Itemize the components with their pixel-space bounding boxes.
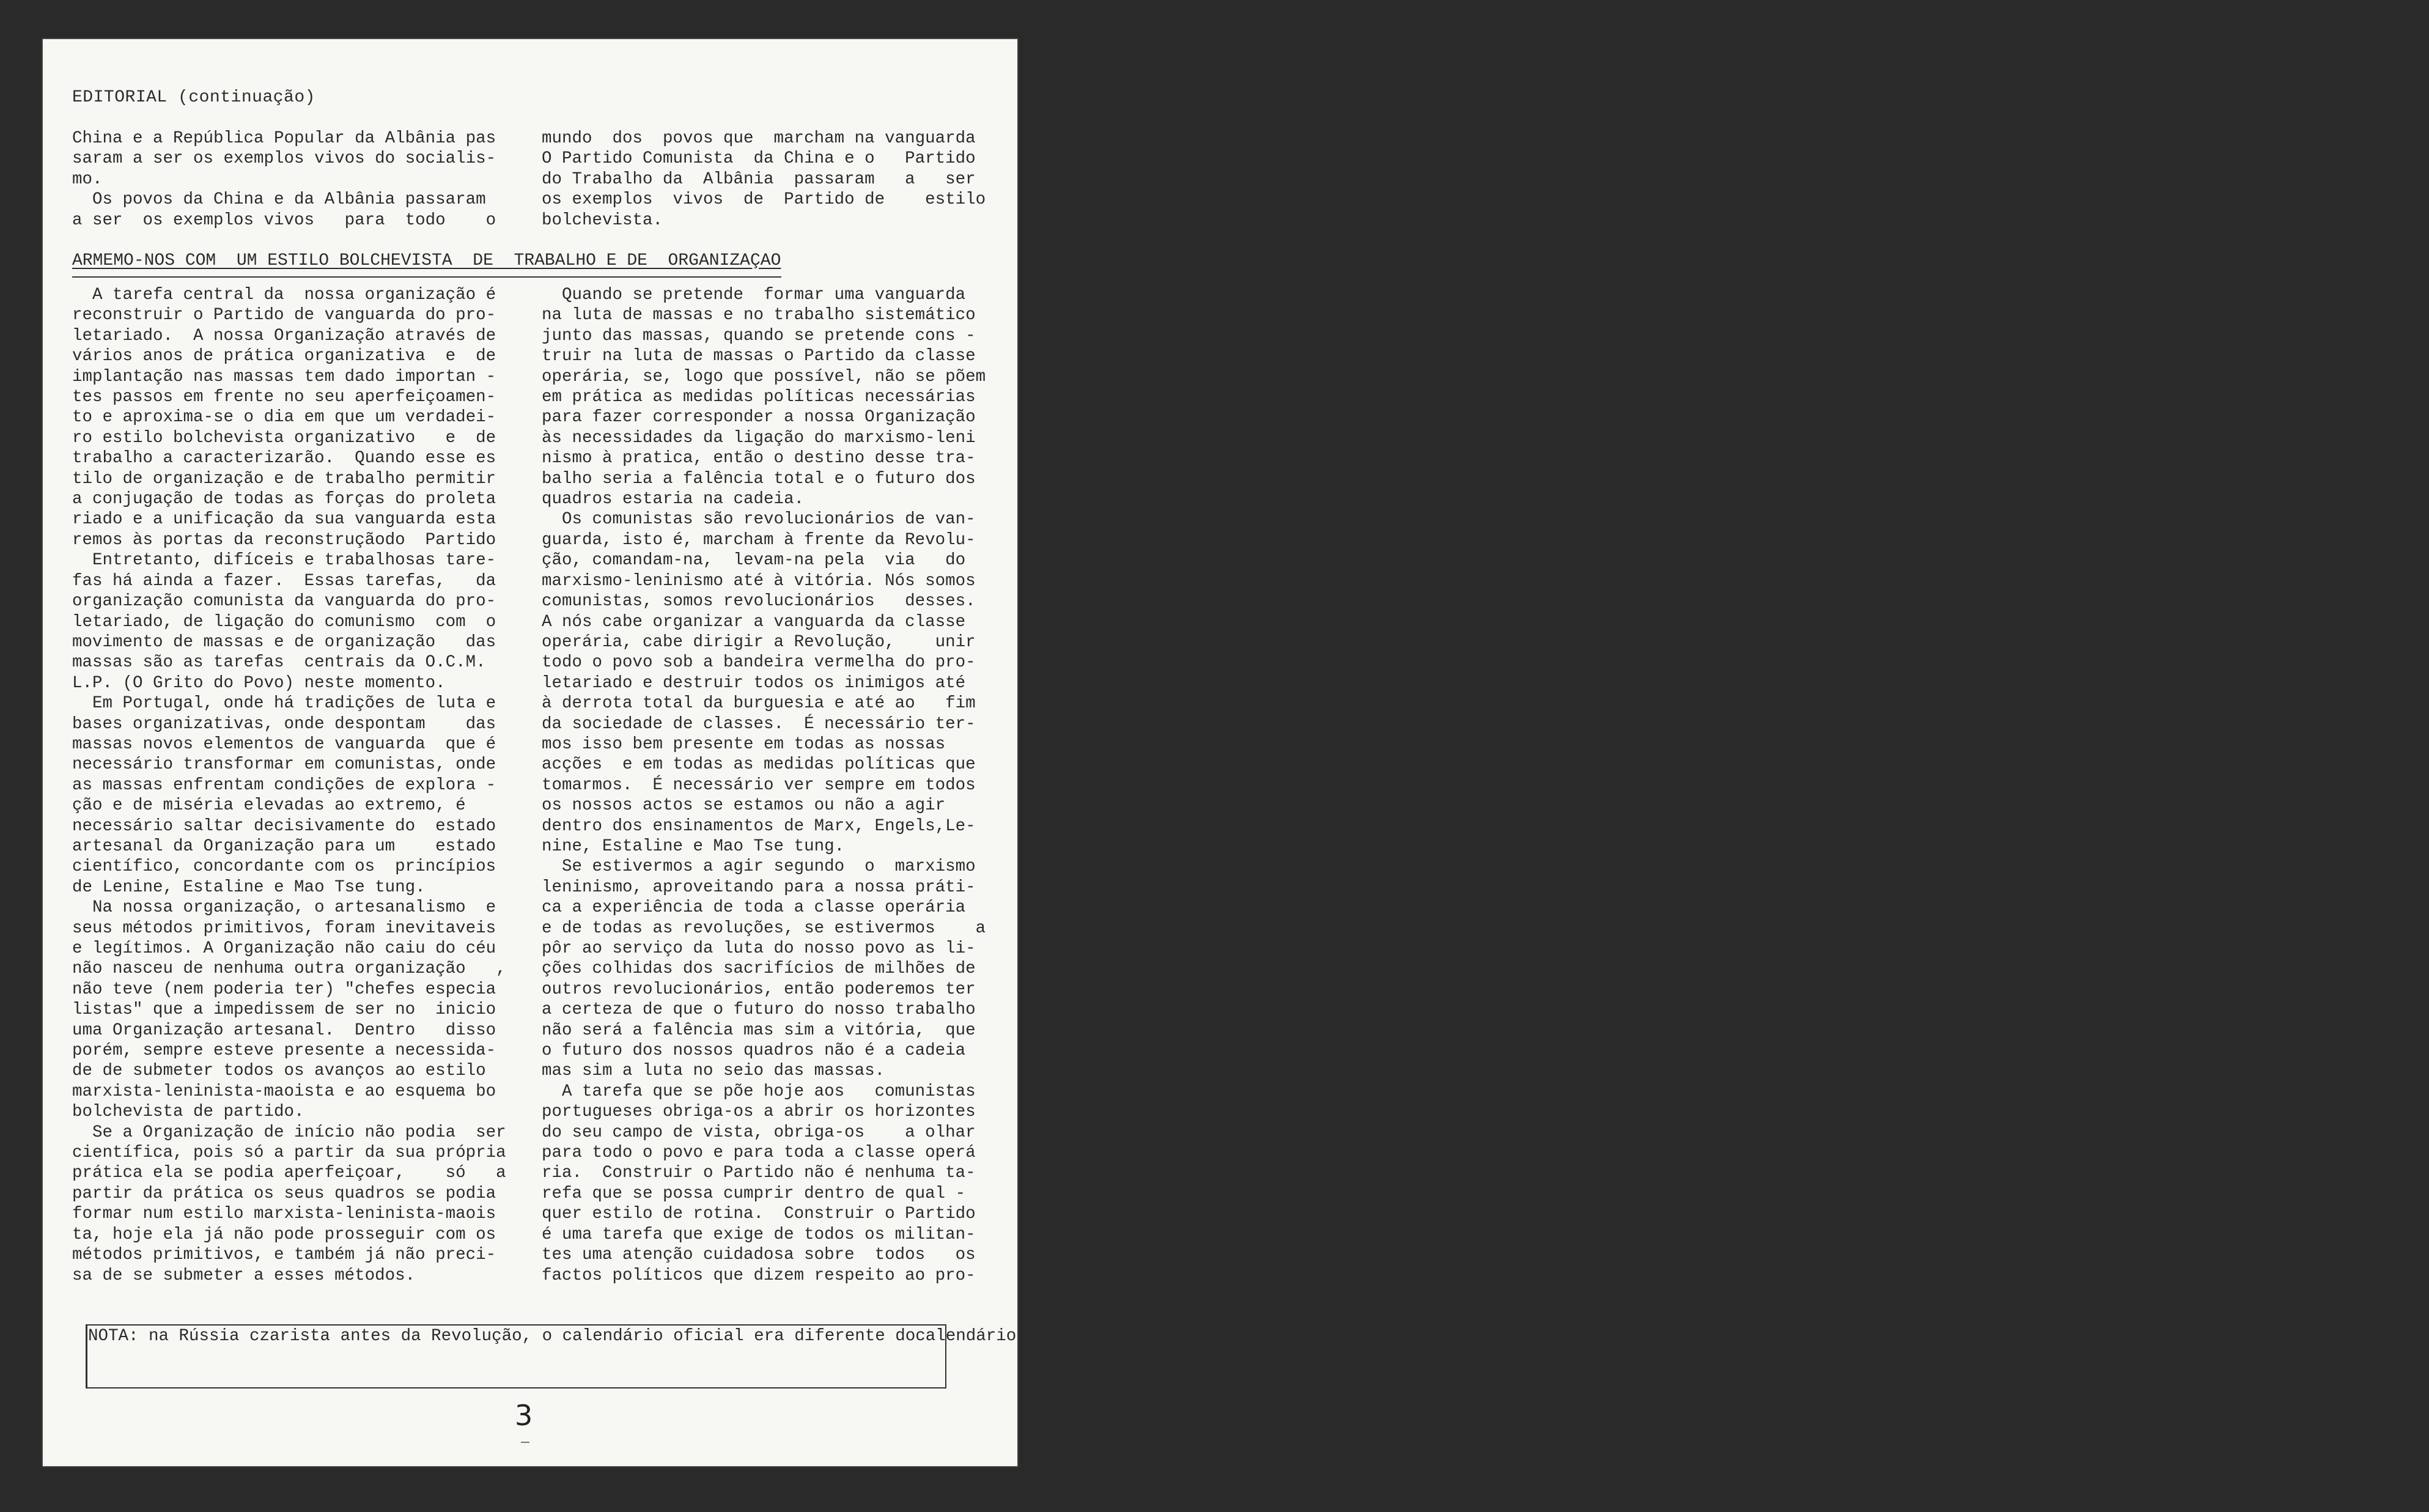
text-line: não teve (nem poderia ter) "chefes especia: [72, 979, 496, 999]
text-line: letariado e destruir todos os inimigos até: [542, 673, 966, 693]
text-line: O Partido Comunista da China e o Partido: [542, 149, 976, 169]
text-line: truir na luta de massas o Partido da classe: [542, 347, 976, 366]
text-line: não nasceu de nenhuma outra organização ,: [72, 959, 506, 979]
text-line: riado e a unificação da sua vanguarda esta: [72, 510, 496, 529]
text-line: e legítimos. A Organização não caiu do céu: [72, 939, 496, 958]
text-line: Em Portugal, onde há tradições de luta e: [72, 694, 496, 714]
text-line: nine, Estaline e Mao Tse tung.: [542, 836, 845, 856]
text-line: ca a experiência de toda a classe operária: [542, 898, 966, 918]
text-line: porém, sempre esteve presente a necessida-: [72, 1041, 496, 1061]
text-line: junto das massas, quando se pretende cons -: [542, 326, 976, 345]
text-line: não será a falência mas sim a vitória, que: [542, 1020, 976, 1040]
text-line: sa de se submeter a esses métodos.: [72, 1266, 416, 1285]
text-line: necessário transformar em comunistas, onde: [72, 755, 496, 775]
text-line: acções e em todas as medidas políticas que: [542, 755, 976, 775]
text-line: mas sim a luta no seio das massas.: [542, 1061, 885, 1081]
text-line: o futuro dos nossos quadros não é a cadeia: [542, 1041, 966, 1061]
text-line: ro estilo bolchevista organizativo e de: [72, 428, 496, 448]
text-line: de de submeter todos os avanços ao estilo: [72, 1061, 486, 1081]
text-line: fas há ainda a fazer. Essas tarefas, da: [72, 571, 496, 591]
text-line: tilo de organização e de trabalho permitir: [72, 469, 496, 489]
text-line: organização comunista da vanguarda do pro-: [72, 592, 496, 611]
text-line: massas são as tarefas centrais da O.C.M.: [72, 653, 486, 673]
text-line: implantação nas massas tem dado importan -: [72, 367, 496, 386]
text-line: Entretanto, difíceis e trabalhosas tare-: [72, 551, 496, 570]
text-line: Se estivermos a agir segundo o marxismo: [542, 857, 976, 877]
text-line: bolchevista.: [542, 210, 663, 230]
text-line: quadros estaria na cadeia.: [542, 490, 805, 509]
text-line: Se a Organização de início não podia ser: [72, 1123, 506, 1142]
text-line: operária, se, logo que possível, não se põem: [542, 367, 986, 386]
page-header: EDITORIAL (continuação): [72, 88, 315, 107]
text-line: formar num estilo marxista-leninista-maois: [72, 1204, 496, 1224]
text-line: balho seria a falência total e o futuro dos: [542, 469, 976, 489]
text-line: a certeza de que o futuro do nosso trabalho: [542, 1000, 976, 1020]
text-line: é uma tarefa que exige de todos os militan-: [542, 1225, 976, 1244]
text-line: reconstruir o Partido de vanguarda do pro-: [72, 306, 496, 325]
text-line: do seu campo de vista, obriga-os a olhar: [542, 1123, 976, 1142]
text-line: massas novos elementos de vanguarda que é: [72, 734, 496, 754]
text-line: NOTA: na Rússia czarista antes da Revolução, o calendário oficial era diferente do: [88, 1327, 916, 1346]
text-line: ta, hoje ela já não pode prosseguir com os: [72, 1225, 496, 1244]
text-line: os exemplos vivos de Partido de estilo: [542, 190, 986, 210]
main-left-column: [72, 285, 506, 1286]
text-line: tomarmos. É necessário ver sempre em todos: [542, 775, 976, 795]
text-line: tes passos em frente no seu aperfeiçoamen-: [72, 388, 496, 407]
text-line: seus métodos primitivos, foram inevitaveis: [72, 918, 496, 938]
text-line: métodos primitivos, e também já não preci-: [72, 1245, 496, 1265]
text-line: A nós cabe organizar a vanguarda da classe: [542, 612, 966, 632]
text-line: L.P. (O Grito do Povo) neste momento.: [72, 673, 446, 693]
text-line: dentro dos ensinamentos de Marx, Engels,Le-: [542, 816, 976, 836]
text-line: todo o povo sob a bandeira vermelha do pro-: [542, 653, 976, 673]
text-line: factos políticos que dizem respeito ao pro-: [542, 1266, 976, 1285]
text-line: e de todas as revoluções, se estivermos a: [542, 918, 986, 938]
text-line: Os povos da China e da Albânia passaram: [72, 190, 486, 210]
text-line: operária, cabe dirigir a Revolução, unir: [542, 632, 976, 652]
text-line: letariado. A nossa Organização através de: [72, 326, 496, 345]
text-line: partir da prática os seus quadros se podia: [72, 1184, 496, 1203]
text-line: da sociedade de classes. É necessário ter-: [542, 714, 976, 734]
section-title: ARMEMO-NOS COM UM ESTILO BOLCHEVISTA DE TRABALHO E DE ORGANIZAÇAO: [72, 251, 781, 270]
text-line: a conjugação de todas as forças do proleta: [72, 490, 496, 509]
text-line: mos isso bem presente em todas as nossas: [542, 734, 946, 754]
text-line: ção e de miséria elevadas ao extremo, é: [72, 796, 466, 816]
text-line: remos às portas da reconstruçãodo Partido: [72, 530, 496, 550]
text-line: ções colhidas dos sacrifícios de milhões de: [542, 959, 976, 979]
text-line: A tarefa que se põe hoje aos comunistas: [542, 1082, 976, 1101]
text-line: pôr ao serviço da luta do nosso povo as li-: [542, 939, 976, 958]
text-line: para fazer corresponder a nossa Organização: [542, 408, 976, 427]
text-line: às necessidades da ligação do marxismo-leni: [542, 428, 976, 448]
text-line: do Trabalho da Albânia passaram a ser: [542, 169, 976, 189]
text-line: mundo dos povos que marcham na vanguarda: [542, 129, 976, 148]
title-underline: [72, 276, 781, 278]
text-line: guarda, isto é, marcham à frente da Revolu-: [542, 530, 976, 550]
text-line: em prática as medidas políticas necessárias: [542, 388, 976, 407]
text-line: uma Organização artesanal. Dentro disso: [72, 1020, 496, 1040]
text-line: calendário usado no ocidente, andava atrasado em relação a este 13 dias, por isso: [915, 1327, 1733, 1346]
text-line: quer estilo de rotina. Construir o Partido: [542, 1204, 976, 1224]
text-line: refa que se possa cumprir dentro de qual -: [542, 1184, 966, 1203]
text-line: movimento de massas e de organização das: [72, 632, 496, 652]
text-line: bolchevista de partido.: [72, 1102, 304, 1122]
text-line: científica, pois só a partir da sua própria: [72, 1143, 506, 1163]
text-line: trabalho a caracterizarão. Quando esse es: [72, 449, 496, 468]
text-line: Na nossa organização, o artesanalismo e: [72, 898, 496, 918]
text-line: to e aproxima-se o dia em que um verdadei-: [72, 408, 496, 427]
text-line: comunistas, somos revolucionários desses.: [542, 592, 976, 611]
text-line: ção, comandam-na, levam-na pela via do: [542, 551, 966, 570]
main-right-column: [542, 285, 986, 1286]
text-line: saram a ser os exemplos vivos do socialis-: [72, 149, 496, 169]
text-line: outros revolucionários, então poderemos ter: [542, 979, 976, 999]
note-text: [88, 1326, 2429, 1346]
text-line: ria. Construir o Partido não é nenhuma ta-: [542, 1164, 976, 1183]
text-line: leninismo, aproveitando para a nossa práti-: [542, 877, 976, 897]
text-line: a Grande Data do 25 de Outubro, no nosso calendário é a 7 de Novembro: [1732, 1327, 2429, 1346]
text-line: vários anos de prática organizativa e de: [72, 347, 496, 366]
text-line: A tarefa central da nossa organização é: [72, 286, 496, 304]
text-line: na luta de massas e no trabalho sistemático: [542, 306, 976, 325]
text-line: listas" que a impedissem de ser no inicio: [72, 1000, 496, 1020]
text-line: mo.: [72, 169, 103, 189]
text-line: nismo à pratica, então o destino desse tra-: [542, 449, 976, 468]
text-line: à derrota total da burguesia e até ao fim: [542, 694, 976, 714]
text-line: portugueses obriga-os a abrir os horizontes: [542, 1102, 976, 1122]
scan-mark: [521, 1438, 529, 1443]
intro-left-column: [72, 128, 506, 230]
text-line: marxismo-leninismo até à vitória. Nós somos: [542, 571, 976, 591]
text-line: bases organizativas, onde despontam das: [72, 714, 496, 734]
page-number: 3: [515, 1399, 533, 1432]
text-line: necessário saltar decisivamente do estado: [72, 816, 496, 836]
text-line: os nossos actos se estamos ou não a agir: [542, 796, 946, 816]
text-line: Quando se pretende formar uma vanguarda: [542, 286, 966, 304]
text-line: de Lenine, Estaline e Mao Tse tung.: [72, 877, 426, 897]
intro-right-column: [542, 128, 986, 230]
text-line: tes uma atenção cuidadosa sobre todos os: [542, 1245, 976, 1265]
text-line: as massas enfrentam condições de explora -: [72, 775, 496, 795]
text-line: letariado, de ligação do comunismo com o: [72, 612, 496, 632]
text-line: a ser os exemplos vivos para todo o: [72, 210, 496, 230]
text-line: Os comunistas são revolucionários de van-: [542, 510, 976, 529]
text-line: para todo o povo e para toda a classe operá: [542, 1143, 976, 1163]
text-line: marxista-leninista-maoista e ao esquema bo: [72, 1082, 496, 1101]
text-line: artesanal da Organização para um estado: [72, 836, 496, 856]
text-line: China e a República Popular da Albânia pas: [72, 129, 496, 148]
text-line: científico, concordante com os princípios: [72, 857, 496, 877]
text-line: prática ela se podia aperfeiçoar, só a: [72, 1164, 506, 1183]
